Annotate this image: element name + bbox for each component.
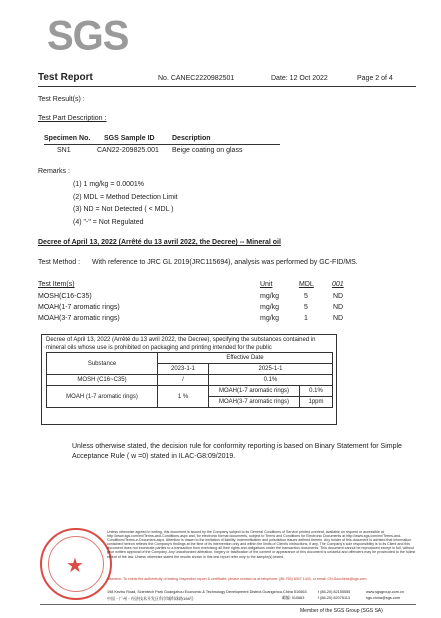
moah-sub2-label: MOAH(3-7 aromatic rings) (209, 397, 300, 408)
remark-item: (1) 1 mg/kg = 0.0001% (73, 181, 145, 188)
specimen-no: SN1 (57, 147, 71, 154)
decree-title: Decree of April 13, 2022 (Arrêté du 13 avril 2022, the Decree) -- Mineral oil (38, 239, 281, 246)
result-unit: mg/kg (260, 304, 280, 311)
moah-sub1-label: MOAH(1-7 aromatic rings) (209, 386, 300, 397)
moah-sub1-limit: 0.1% (300, 386, 333, 397)
footer-email: sgs.china@sgs.com (366, 596, 401, 600)
footer-zip: 邮编: 510663 (282, 596, 305, 600)
footer-rule (40, 604, 416, 605)
test-method-label: Test Method : (38, 259, 81, 266)
sgs-logo: SGS (47, 12, 129, 60)
result-mdl: 1 (304, 315, 308, 322)
results-header-unit: Unit (260, 281, 273, 288)
result-value: ND (333, 293, 344, 300)
star-icon: ★ (66, 555, 84, 577)
results-header-item: Test Item(s) (38, 281, 75, 288)
result-item: MOAH(3-7 aromatic rings) (38, 315, 120, 322)
result-value: ND (333, 315, 344, 322)
substance-header: Substance (47, 353, 158, 375)
footer-address-en: 198 Kezhu Road, Scientech Park Guangzhou Economic & Technology Development District,Guangzhou,China 510663 (107, 590, 307, 594)
date-2023: 2023-1-1 (158, 364, 209, 375)
mosh-label: MOSH (C16~C35) (47, 375, 158, 386)
test-method-text: With reference to JRC GL 2019(JRC115694), analysis was performed by GC-FID/MS. (92, 259, 358, 266)
decision-rule-text: Unless otherwise stated, the decision rule for conformity reporting is based on Binary Statement for Simple Acceptance Rule ( w =0) stated in ILAC-G8:09/2019. (72, 443, 402, 460)
limits-table (46, 352, 333, 408)
result-value: ND (333, 304, 344, 311)
footer-member: Member of the SGS Group (SGS SA) (300, 608, 383, 614)
specimen-header-id: SGS Sample ID (104, 135, 155, 142)
result-unit: mg/kg (260, 293, 280, 300)
date-2025: 2025-1-1 (209, 364, 333, 375)
result-mdl: 5 (304, 293, 308, 300)
footer-website: www.sgsgroup.com.cn (366, 590, 404, 594)
moah-sub2-limit: 1ppm (300, 397, 333, 408)
limits-intro: Decree of April 13, 2022 (Arrêté du 13 avril 2022, the Decree), specifying the substances contained in mineral oils whose use is prohibited on packaging and printing intended for the public (46, 337, 316, 351)
report-title: Test Report (38, 72, 93, 83)
results-header-sample: 001 (332, 281, 344, 288)
report-number: No. CANEC2220982501 (158, 75, 235, 82)
result-mdl: 5 (304, 304, 308, 311)
footer-disclaimer: Unless otherwise agreed in writing, this document is issued by the Company subject to its General Conditions of Service printed overleaf, available on request or accessible at http://www.sgs.com/en/Terms-and-Conditions.aspx and, for electronic format documents, subject to Terms and Conditions for Electronic Documents at http://www.sgs.com/en/Terms-and-Conditions/Terms-e-Document.aspx. Attention is drawn to the limitation of liability, indemnification and jurisdiction issues defined therein. Any holder of this document is advised that information contained hereon reflects the Company's findings at the time of its intervention only and within the limits of Client's instructions, if any. The Company's sole responsibility is to its Client and this document does not exonerate parties to a transaction from exercising all their rights and obligations under the transaction documents. This document cannot be reproduced except in full, without prior written approval of the Company. Any unauthorized alteration, forgery or falsification of the content or appearance of this document is unlawful and offenders may be prosecuted to the fullest extent of the law. Unless otherwise stated the results shown in this test report refer only to the sample(s) tested. (107, 530, 416, 559)
header-rule (38, 86, 416, 87)
result-item: MOSH(C16-C35) (38, 293, 92, 300)
report-date: Date: 12 Oct 2022 (271, 75, 328, 82)
specimen-header-rule (44, 144, 280, 145)
specimen-sgs-id: CAN22-209825.001 (97, 147, 159, 154)
footer-attention: Attention: To check the authenticity of testing /inspection report & certificate, please contact us at telephone: (86-755) 8307 1443, or email: CN.Doccheck@sgs.com (107, 577, 367, 581)
remark-item: (4) "-" = Not Regulated (73, 219, 144, 226)
remark-item: (3) ND = Not Detected ( < MDL ) (73, 206, 174, 213)
results-label: Test Result(s) : (38, 96, 85, 103)
moah-2023-limit: 1 % (158, 386, 209, 408)
result-item: MOAH(1-7 aromatic rings) (38, 304, 120, 311)
part-description-label: Test Part Description : (38, 115, 107, 122)
remark-item: (2) MDL = Method Detection Limit (73, 194, 178, 201)
specimen-header-desc: Description (172, 135, 211, 142)
footer-tel: t (86-20) 82155555 (318, 590, 351, 594)
footer-fax: f (86-20) 82075113 (318, 596, 351, 600)
result-unit: mg/kg (260, 315, 280, 322)
specimen-description: Beige coating on glass (172, 147, 243, 154)
page-number: Page 2 of 4 (357, 75, 393, 82)
specimen-header-no: Specimen No. (44, 135, 91, 142)
mosh-2023-limit: / (158, 375, 209, 386)
remarks-label: Remarks : (38, 168, 70, 175)
company-seal (40, 528, 112, 600)
footer-address-cn: 中国・广州・经济技术开发区科学城科珠路198号 (107, 596, 194, 601)
mosh-2025-limit: 0.1% (209, 375, 333, 386)
moah-label: MOAH (1-7 aromatic rings) (47, 386, 158, 408)
effective-date-header: Effective Date (158, 353, 333, 364)
results-header-mdl: MDL (299, 281, 314, 288)
